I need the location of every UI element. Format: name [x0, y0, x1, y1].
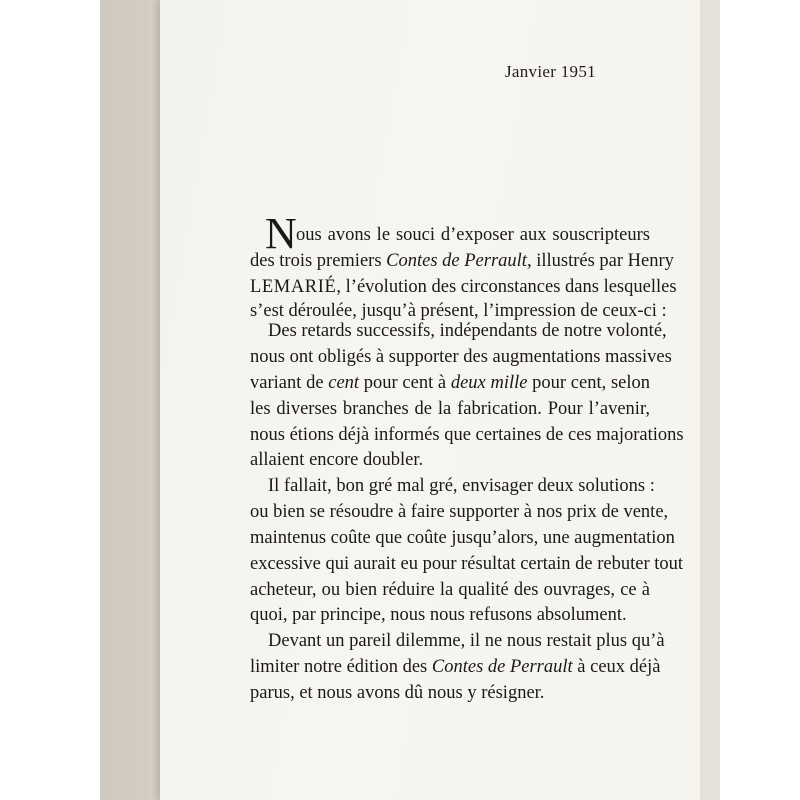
paragraph1-line [250, 300, 667, 322]
paragraph2-line [268, 320, 667, 342]
text-run: s’est déroulée, jusqu’à présent, l’impression de ceux-ci : [250, 301, 667, 321]
page-date: Janvier 1951 [505, 62, 596, 81]
text-run: excessive qui aurait eu pour résultat certain de rebuter tout [250, 554, 684, 574]
text-run: nous étions déjà informés que certaines de ces majorations [250, 425, 684, 445]
text-run: maintenus coûte que coûte jusqu’alors, une augmentation [250, 528, 675, 548]
text-run: illustrés par Henry [531, 251, 674, 271]
text-run: allaient encore doubler. [250, 450, 424, 470]
text-run: ous avons le souci d’exposer aux souscripteurs [296, 225, 650, 245]
text-run: Contes de Perrault, [386, 251, 532, 271]
paragraph2-line [250, 449, 423, 471]
paragraph1-line [250, 276, 677, 298]
paragraph3-line [250, 579, 650, 601]
paragraph2-line [250, 424, 684, 446]
paragraph2-line [250, 372, 650, 394]
text-run: quoi, par principe, nous nous refusons absolument. [250, 605, 627, 625]
paragraph4-line [268, 630, 665, 652]
text-run: parus, et nous avons dû nous y résigner. [250, 683, 545, 703]
paragraph3-line [268, 475, 655, 497]
paragraph1-line [250, 250, 674, 272]
text-run: ou bien se résoudre à faire supporter à nos prix de vente, [250, 502, 669, 522]
text-run: LEMARIÉ [250, 277, 337, 297]
paragraph3-line [250, 553, 683, 575]
text-run: à ceux déjà [572, 657, 661, 677]
text-run: variant de [250, 373, 329, 393]
text-run: cent [328, 373, 360, 393]
text-run: pour cent à [359, 373, 451, 393]
paragraph2-line [250, 398, 650, 420]
paragraph4-line [250, 682, 544, 704]
text-run: pour cent, selon [527, 373, 650, 393]
drop-cap: N [265, 209, 297, 258]
paragraph4-line [250, 656, 661, 678]
paragraph2-line [250, 346, 672, 368]
text-run: Devant un pareil dilemme, il ne nous restait plus qu’à [268, 631, 665, 651]
paragraph3-line [250, 604, 627, 626]
text-run: acheteur, ou bien réduire la qualité des ouvrages, ce à [250, 580, 650, 600]
text-run: Contes de Perrault [431, 657, 573, 677]
text-run: Il fallait, bon gré mal gré, envisager deux solutions : [268, 476, 655, 496]
paragraph3-line [250, 501, 668, 523]
text-run: , l’évolution des circonstances dans lesquelles [336, 277, 677, 297]
text-run: des trois premiers [250, 251, 387, 271]
paragraph1-line [296, 224, 650, 246]
text-run: nous ont obligés à supporter des augmentations massives [250, 347, 672, 367]
paragraph3-line [250, 527, 675, 549]
text-run: limiter notre édition des [250, 657, 432, 677]
text-run: deux mille [450, 373, 528, 393]
text-run: les diverses branches de la fabrication. Pour l’avenir, [250, 399, 650, 419]
text-run: Des retards successifs, indépendants de notre volonté, [268, 321, 667, 341]
